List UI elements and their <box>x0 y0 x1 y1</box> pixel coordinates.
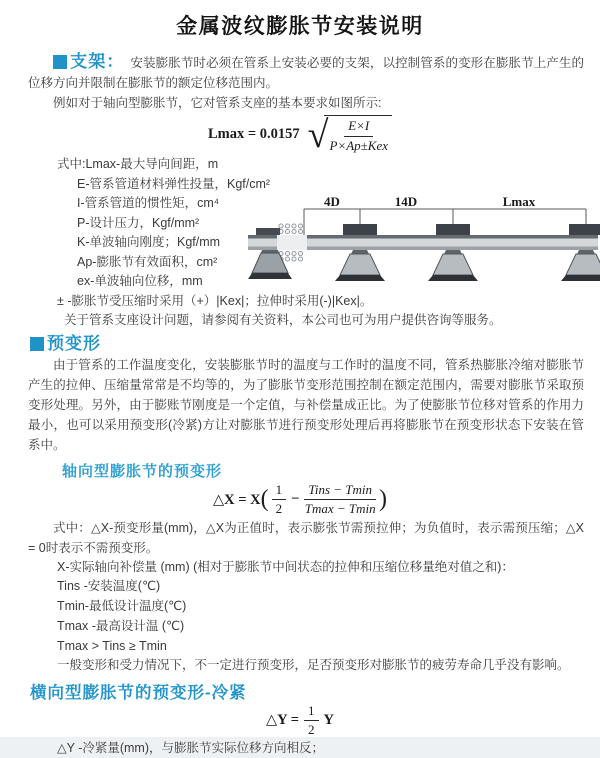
lmax-denominator: P×Ap±Kex <box>329 137 388 153</box>
list-item: Tmin-最低设计温度(℃) <box>57 599 187 614</box>
param-line: K-单波轴向刚度；Kgf/mm <box>77 235 221 249</box>
params-and-diagram <box>57 155 586 331</box>
predeform-heading: 预变形 <box>47 333 101 353</box>
list-item: Tmax -最高设计温 (℃) <box>57 618 185 633</box>
list-item: Tins -安装温度(℃) <box>57 579 161 594</box>
lateral-formula-rhs: Y <box>323 711 334 728</box>
list-item: X-实际轴向补偿量 (mm) (相对于膨胀节中间状态的拉伸和压缩位移量绝对值之和)： <box>57 559 514 574</box>
param-line: ex-单波轴向位移，mm <box>77 274 203 288</box>
predeform-heading-row <box>30 334 584 355</box>
support-section-heading: 支架： <box>70 52 125 71</box>
axial-parameter-list <box>57 558 584 677</box>
predeform-body: 由于管系的工作温度变化，安装膨胀节时的温度与工作时的温度不同，管系热膨胀冷缩对膨胀节产生的拉伸、压缩量常常是不均等的，为了膨胀节变形范围控制在额定范围内，需要对膨胀节采取预变形处理。另外，由于膨账节刚度是一个定值，与补偿量成正比。为了使膨胀节位移对管系的作用力最小，也可以采用预变形(冷紧)方让对膨胀节进行预变形处理后再将膨胀节在预变形状态下安装在管系中。 <box>28 357 584 452</box>
page-title: 金属波纹膨胀节安装说明 <box>176 15 424 38</box>
param-line: P-设计压力，Kgf/mm² <box>77 215 200 230</box>
param-line: E-管系管道材料弹性投量，Kgf/cm² <box>77 176 271 191</box>
param-line: 式中:Lmax-最大导向间距，m <box>57 157 219 171</box>
lateral-predeform-formula <box>0 702 600 737</box>
half-denominator: 2 <box>308 721 315 737</box>
list-item: Tmax > Tins ≥ Tmin <box>57 638 167 653</box>
half-fraction <box>304 703 319 739</box>
bellows <box>277 224 307 261</box>
dimension-label: 4D <box>324 194 340 209</box>
dimension-label: 14D <box>394 194 418 209</box>
half-numerator: 1 <box>304 703 319 721</box>
lateral-formula-lhs: △Y = <box>266 712 299 729</box>
left-paren: ( <box>260 485 269 512</box>
guide-support <box>428 224 478 281</box>
plusminus-note: ± -膨胀节受压缩时采用（+）|Kex|；拉伸时采用(-)|Kex|。 <box>57 293 373 308</box>
lateral-subheading: 横向型膨胀节的预变形-冷紧 <box>30 684 247 703</box>
right-paren: ) <box>379 485 388 512</box>
half-denominator: 2 <box>275 501 283 516</box>
half-fraction <box>272 482 287 518</box>
dimension-label: Lmax <box>502 194 536 209</box>
formula-fraction <box>330 118 389 154</box>
axial-numerator: Tins − Tmin <box>304 482 376 500</box>
axial-explain: 式中：△X-预变形量(mm)，△X为正值时，表示膨张节需预拉伸；为负值时，表示需预压缩；△X = 0时表示不需预变形。 <box>28 520 584 555</box>
axial-denominator: Tmax − Tmin <box>304 501 376 516</box>
lmax-numerator: E×I <box>344 118 373 136</box>
axial-formula-lhs: △X = X <box>212 491 261 508</box>
support-example-text: 例如对于轴向型膨胀节，它对管系支座的基本要求如图所示: <box>53 96 382 110</box>
axial-subheading: 轴向型膨胀节的预变形 <box>62 462 223 480</box>
minus-sign: − <box>291 491 300 507</box>
support-paragraph <box>28 52 584 93</box>
axial-predeform-formula <box>0 482 600 518</box>
support-intro-text: 安装膨胀节时必须在管系上安装必要的支架，以控制管系的变形在膨胀节上产生的位移方向并限制在膨胀节的额定位移范围内。 <box>28 56 584 90</box>
consult-note: 关于管系支座设计问题，请参阅有关资料，本公司也可为用户提供咨询等服务。 <box>64 313 502 327</box>
list-item: 一般变形和受力情况下，不一定进行预变形，足否预变形对膨胀节的疲劳寿命几乎没有影响。 <box>57 658 570 673</box>
guide-support <box>561 224 600 281</box>
param-line: Ap-膨胀节有效面积，cm² <box>77 254 218 269</box>
half-numerator: 1 <box>272 482 287 500</box>
section-bullet-icon <box>30 337 44 351</box>
temperature-fraction <box>304 482 376 518</box>
guide-support <box>335 224 385 281</box>
radicand <box>324 115 393 154</box>
param-line: I-管系管道的惯性矩，cm⁴ <box>77 196 220 210</box>
section-bullet-icon <box>53 55 67 69</box>
sqrt-symbol-icon: √ <box>307 114 329 157</box>
pipe-support-diagram <box>248 195 598 287</box>
lateral-note: △Y -冷紧量(mm)，与膨胀节实际位移方向相反； <box>57 741 325 756</box>
formula-prefix: Lmax = 0.0157 <box>208 126 300 142</box>
lmax-formula <box>0 114 600 157</box>
